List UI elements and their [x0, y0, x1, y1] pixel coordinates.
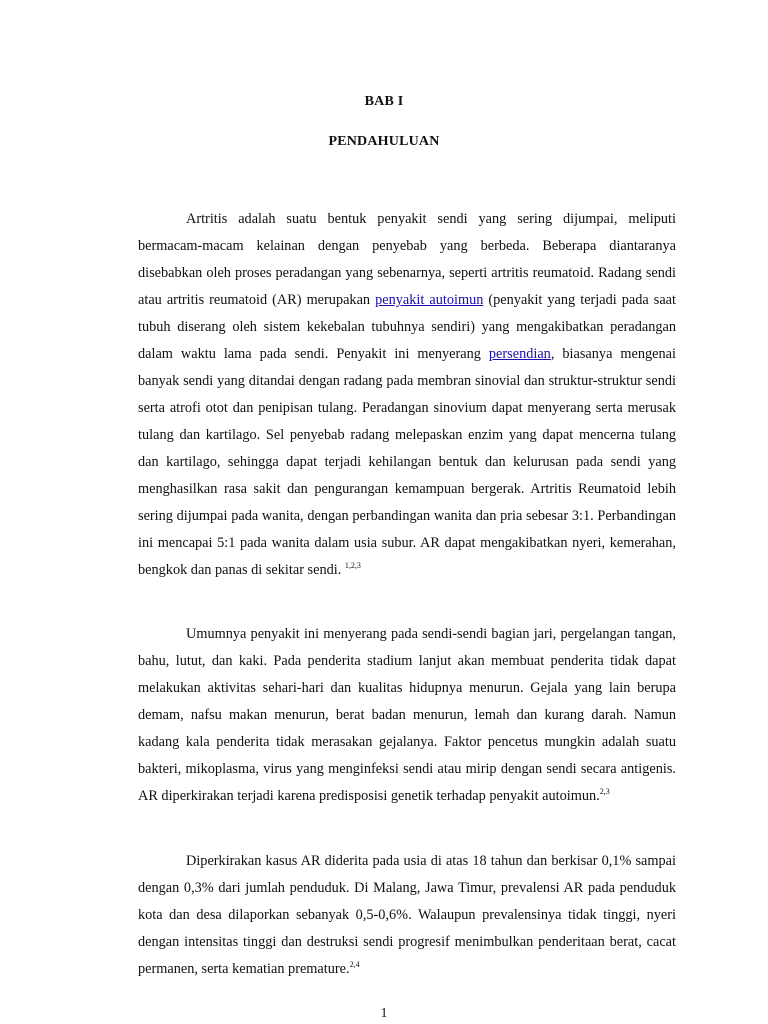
paragraph-3-text: Diperkirakan kasus AR diderita pada usia di atas 18 tahun dan berkisar 0,1% sampai dengan 0,3% dari jumlah penduduk. Di Malang, Jawa Timur, prevalensi AR pada penduduk kota dan desa dilaporkan sebanyak 0,5-0,6%. Walaupun prevalensinya tidak tinggi, nyeri dengan intensitas tinggi dan destruksi sendi progresif menimbulkan penderitaan berat, cacat permanen, serta kematian premature. [138, 853, 676, 977]
paragraph-2 [138, 621, 676, 810]
citation-ref: 2,4 [349, 960, 360, 970]
citation-ref: 1,2,3 [344, 561, 361, 571]
citation-ref: 2,3 [599, 787, 610, 797]
chapter-heading: BAB I [364, 94, 404, 109]
page-number: 1 [380, 1006, 388, 1021]
paragraph-1 [138, 206, 676, 584]
paragraph-1-text-c: , biasanya mengenai banyak sendi yang ditandai dengan radang pada membran sinovial dan struktur-struktur sendi serta atrofi otot dan penipisan tulang. Peradangan sinovium dapat menyerang serta merusak tulang dan kartilago. Sel penyebab radang melepaskan enzim yang dapat mencerna tulang dan kartilago, sehingga dapat terjadi kehilangan bentuk dan kelurusan pada sendi yang menghasilkan rasa sakit dan pengurangan kemampuan bergerak. Artritis Reumatoid lebih sering dijumpai pada wanita, dengan perbandingan wanita dan pria sebesar 3:1. Perbandingan ini mencapai 5:1 pada wanita dalam usia subur. AR dapat mengakibatkan nyeri, kemerahan, bengkok dan panas di sekitar sendi. [138, 346, 676, 578]
paragraph-3 [138, 848, 676, 983]
paragraph-1-text-b: (penyakit yang terjadi pada saat tubuh diserang oleh sistem kekebalan tubuhnya sendiri) yang mengakibatkan peradangan dalam waktu lama pada sendi. Penyakit ini menyerang [138, 292, 676, 362]
chapter-title: PENDAHULUAN [328, 134, 440, 149]
paragraph-1-text-a: Artritis adalah suatu bentuk penyakit sendi yang sering dijumpai, meliputi bermacam-macam kelainan dengan penyebab yang berbeda. Beberapa diantaranya disebabkan oleh proses peradangan yang sebenarnya, seperti artritis reumatoid. Radang sendi atau artritis reumatoid (AR) merupakan [138, 211, 676, 308]
paragraph-2-text: Umumnya penyakit ini menyerang pada sendi-sendi bagian jari, pergelangan tangan, bahu, lutut, dan kaki. Pada penderita stadium lanjut akan membuat penderita tidak dapat melakukan aktivitas sehari-hari dan kualitas hidupnya menurun. Gejala yang lain berupa demam, nafsu makan menurun, berat badan menurun, lemah dan kurang darah. Namun kadang kala penderita tidak merasakan gejalanya. Faktor pencetus mungkin adalah suatu bakteri, mikoplasma, virus yang menginfeksi sendi atau mirip dengan sendi secara antigenis. AR diperkirakan terjadi karena predisposisi genetik terhadap penyakit autoimun. [138, 626, 676, 804]
persendian-link[interactable]: persendian [488, 346, 551, 362]
penyakit-autoimun-link[interactable]: penyakit autoimun [375, 292, 484, 308]
